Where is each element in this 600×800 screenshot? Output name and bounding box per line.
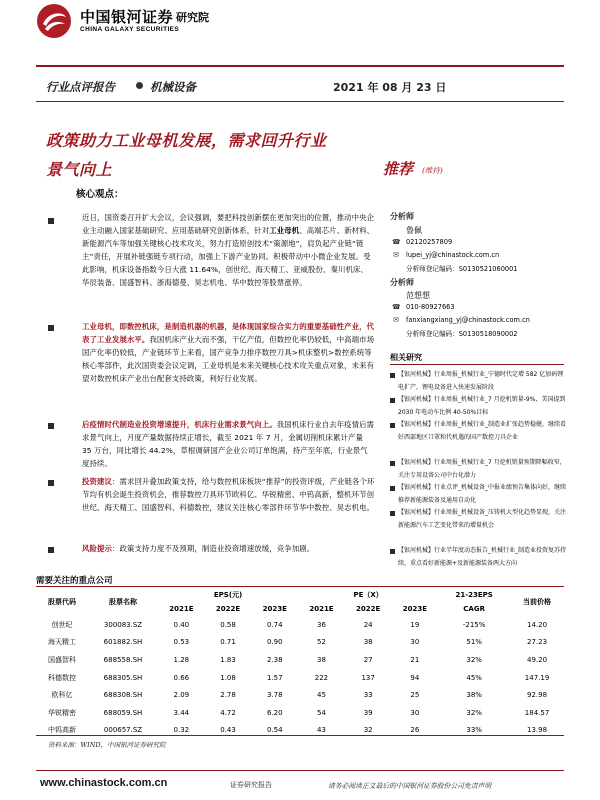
cell-stock-name: 国盛智科	[48, 655, 76, 664]
bullet-icon	[48, 423, 54, 429]
cell-pe-2022: 39	[363, 708, 373, 717]
header-rule-lower	[36, 101, 564, 102]
analyst-name: 鲁佩	[406, 226, 422, 235]
cell-eps-2021: 0.66	[173, 673, 190, 682]
col-header-cagr-top: 21-23EPS	[455, 591, 493, 599]
cell-eps-2022: 0.43	[220, 726, 236, 735]
cell-pe-2022: 38	[363, 638, 373, 647]
table-row	[36, 704, 564, 722]
company-name-cn: 中国银河证券	[80, 8, 174, 26]
analyst-label: 分析师	[390, 278, 414, 287]
paragraph-1: 近日，国资委召开扩大会议，会议强调，要把科技创新摆在更加突出的位置，推动中央企业主动融入国家基础研究、应用基础研究创新体系，针对工业母机、高端芯片、新材料、新能源汽车等加强关键核心技术攻关，努力打造原创技术“策源地”，肩负起产业链“链主”责任，开展补链强链专项行动，加强上下游产业协同。积极带动中小微企业发展。受此影响，机床设备指数今日大涨 11.64%，创世纪、海天精工、亚威股份、秦川机床、华辰装备、国盛智科、浙海德曼、昊志机电、华中数控等股票涨停。	[82, 213, 375, 287]
cell-pe-2022: 24	[363, 620, 373, 629]
bullet-icon	[390, 398, 395, 403]
table-row	[36, 651, 564, 669]
cell-pe-2021: 54	[317, 708, 326, 717]
cell-pe-2021: 43	[317, 726, 326, 735]
analyst-email: ✉ lupei_yj@chinastock.com.cn	[393, 251, 500, 259]
cell-eps-2021: 0.53	[173, 638, 190, 647]
analyst-phone: ☎ 02120257809	[392, 238, 453, 246]
cell-price: 147.19	[524, 673, 550, 682]
table-bottom-rule	[36, 735, 564, 736]
footer-center-label: 证券研究报告	[230, 781, 272, 789]
table-top-rule	[36, 586, 564, 587]
cell-stock-code: 601882.SH	[103, 638, 143, 647]
cell-stock-name: 欧科亿	[51, 691, 73, 700]
cell-eps-2023: 1.57	[266, 673, 283, 682]
related-item[interactable]: 【银河机械】行业半年度动态报告_机械行业_制造业投资复苏持续，重点看好新能源+及新能源装备两大方向	[398, 547, 567, 567]
cell-pe-2022: 27	[363, 655, 373, 664]
cell-cagr: 32%	[466, 655, 482, 664]
cell-stock-name: 华锐精密	[48, 708, 76, 717]
cell-pe-2023: 19	[410, 620, 420, 629]
cell-cagr: 45%	[466, 673, 482, 682]
cell-pe-2021: 222	[314, 673, 329, 682]
table-row	[36, 616, 564, 634]
analyst-label: 分析师	[390, 212, 414, 221]
cell-stock-code: 000657.SZ	[103, 726, 143, 735]
core-viewpoints-title: 核心观点：	[76, 189, 124, 200]
report-date: 2021 年 08 月 23 日	[333, 81, 447, 94]
cell-eps-2023: 3.78	[266, 691, 283, 700]
cell-pe-2021: 38	[317, 655, 326, 664]
col-header-eps: EPS(元)	[213, 591, 243, 599]
col-header-year: 2023E	[402, 605, 427, 613]
analyst-cert: 分析师登记编码：S0130521060001	[406, 265, 518, 273]
table-row	[36, 722, 564, 740]
table-row	[36, 669, 564, 687]
cell-cagr: 32%	[466, 708, 482, 717]
bullet-icon	[390, 549, 395, 554]
col-header-cagr-sub: CAGR	[463, 605, 485, 613]
cell-price: 49.20	[527, 655, 548, 664]
cell-eps-2021: 3.44	[173, 708, 190, 717]
table-row	[36, 686, 564, 704]
cell-eps-2022: 0.58	[220, 620, 236, 629]
cell-eps-2022: 0.71	[220, 638, 236, 647]
key-companies-title: 需要关注的重点公司	[36, 576, 113, 586]
cell-pe-2023: 30	[410, 708, 420, 717]
analyst-name: 范想想	[406, 291, 430, 300]
cell-pe-2023: 21	[410, 655, 420, 664]
cell-pe-2021: 52	[317, 638, 326, 647]
cell-stock-code: 300083.SZ	[103, 620, 143, 629]
cell-eps-2023: 0.90	[266, 638, 283, 647]
col-header-year: 2022E	[356, 605, 381, 613]
cell-stock-code: 688305.SH	[103, 673, 143, 682]
analyst-phone: ☎ 010-80927663	[392, 303, 455, 311]
related-item[interactable]: 【银河机械】行业周报_机械设备_压铸机大型化趋势显现，关注新能源汽车工艺变化带来的增量机会	[398, 509, 567, 529]
cell-price: 92.98	[527, 691, 548, 700]
cell-cagr: 38%	[466, 691, 482, 700]
related-research-title: 相关研究	[390, 353, 422, 362]
bullet-icon	[390, 423, 395, 428]
bullet-icon	[48, 547, 54, 553]
industry-label: 机械设备	[150, 80, 196, 94]
galaxy-logo-icon	[36, 3, 72, 39]
cell-cagr: 33%	[466, 726, 482, 735]
cell-pe-2021: 36	[317, 620, 326, 629]
cell-eps-2021: 1.28	[173, 655, 190, 664]
table-row	[36, 634, 564, 652]
col-header-pe: PE（X）	[353, 591, 383, 599]
bullet-icon	[48, 480, 54, 486]
analyst-cert: 分析师登记编码：S0130518090002	[406, 330, 518, 338]
cell-stock-code: 688558.SH	[103, 655, 143, 664]
email-icon: ✉	[393, 316, 399, 324]
paragraph-3: 后疫情时代制造业投资增速提升，机床行业需求景气向上。我国机床行业自去年疫情后需求景气向上，月度产量数据持续正增长，截至 2021 年 7 月，金属切削机床累计产量 35 万台，同比增长 44.2%，草根调研国产企业公司订单饱满，持产至年底，行业景气度持续。	[82, 420, 375, 468]
cell-stock-name: 科德数控	[48, 673, 76, 682]
cell-eps-2022: 1.08	[220, 673, 236, 682]
cell-pe-2023: 30	[410, 638, 420, 647]
report-type: 行业点评报告	[46, 80, 115, 94]
report-title-line2: 景气向上	[46, 160, 113, 179]
cell-price: 27.23	[527, 638, 548, 647]
col-header-name: 股票名称	[109, 598, 137, 606]
data-source: 资料来源：WIND，中国银河证券研究院	[48, 741, 166, 749]
institute-label: 研究院	[176, 11, 209, 24]
col-header-year: 2022E	[215, 605, 241, 613]
related-item[interactable]: 【银河机械】行业周报_机械行业_7 月挖机销量-9%，美国提到 2030 年电动车比例 40-50%目标	[398, 396, 566, 416]
cell-eps-2021: 0.32	[173, 726, 190, 735]
cell-price: 14.20	[527, 620, 548, 629]
rating-label: 推荐	[383, 160, 414, 178]
col-header-code: 股票代码	[48, 598, 76, 606]
related-item[interactable]: 【银河机械】行业点评_机械设备_中报业绩预告集体向好，继续推荐新能源装备及通用自动化	[398, 484, 567, 504]
cell-eps-2021: 2.09	[173, 691, 190, 700]
related-item[interactable]: 【银河机械】行业周报_机械行业_制造业扩张趋势稳健，继续看好西部地区口罩和代机遇的国产数控刀具企业	[398, 421, 567, 441]
paragraph-4: 投资建议：需求回升叠加政策支持，给与数控机床板块“推荐”的投资评级，产业链各个环节均有机会诞生投资机会，推荐数控刀具环节欧科亿、华锐精密、中钨高新，整机环节创世纪、海天精工、国盛智科、科德数控，建议关注核心零部件环节华中数控、昊志机电。	[82, 477, 375, 512]
cell-cagr: 51%	[466, 638, 482, 647]
cell-stock-name: 中钨高新	[48, 726, 76, 735]
cell-pe-2023: 94	[410, 673, 420, 682]
footer-rule	[36, 770, 564, 771]
phone-icon: ☎	[392, 303, 401, 311]
cell-eps-2022: 2.78	[220, 691, 236, 700]
separator-dot-icon	[136, 82, 143, 89]
cell-price: 13.98	[527, 726, 548, 735]
related-rule	[390, 364, 564, 365]
footer-disclaimer: 请务必阅读正文最后的中国银河证券股份公司免责声明	[328, 782, 492, 790]
phone-icon: ☎	[392, 238, 401, 246]
cell-stock-name: 海天精工	[48, 638, 76, 647]
cell-stock-code: 688059.SH	[103, 708, 143, 717]
cell-pe-2021: 45	[317, 691, 326, 700]
bullet-icon	[390, 461, 395, 466]
related-item[interactable]: 【银河机械】行业周报_机械行业_宁德时代定增 582 亿加码锂电扩产，锂电设备进入快速发展阶段	[398, 371, 564, 391]
cell-stock-code: 688308.SH	[103, 691, 143, 700]
cell-pe-2022: 137	[361, 673, 375, 682]
cell-pe-2023: 26	[410, 726, 420, 735]
paragraph-5: 风险提示：政策支持力度不及预期，制造业投资增速放缓，竞争加剧。	[82, 544, 315, 553]
col-header-year: 2021E	[169, 605, 194, 613]
col-header-year: 2021E	[309, 605, 334, 613]
cell-eps-2022: 4.72	[220, 708, 236, 717]
cell-cagr: -215%	[462, 620, 486, 629]
cell-eps-2021: 0.40	[173, 620, 190, 629]
cell-pe-2023: 25	[410, 691, 420, 700]
paragraph-2: 工业母机，即数控机床，是制造机器的机器，是体现国家综合实力的重要基础性产业，代表了工业发展水平。我国机床产业大而不强，干亿产值，但数控化率仍较低，中高端市场国产化率仍较低，产业链环节上来看，国产竞争力排序数控刀具>机床整机>数控系统等核心零部件，此次国资委会议定调，工业母机是未来关键核心技术攻关重点对象，未来有望对数控机床产业出台配套支持政策，利好行业发展。	[82, 322, 375, 383]
bullet-icon	[390, 373, 395, 378]
cell-price: 184.57	[524, 708, 550, 717]
key-companies-table	[36, 588, 564, 739]
cell-pe-2022: 33	[363, 691, 373, 700]
col-header-price: 当前价格	[523, 598, 552, 606]
cell-stock-name: 创世纪	[51, 620, 73, 629]
related-item[interactable]: 【银河机械】行业周报_机械行业_7 月挖机销量预期降幅收窄，关注专用设备公司中台化潜力	[398, 459, 566, 479]
email-icon: ✉	[393, 251, 399, 259]
footer-url-link[interactable]: www.chinastock.com.cn	[40, 777, 168, 789]
header-rule	[36, 65, 564, 67]
cell-eps-2022: 1.83	[220, 655, 236, 664]
cell-eps-2023: 0.54	[266, 726, 283, 735]
bullet-icon	[390, 486, 395, 491]
bullet-icon	[48, 325, 54, 331]
rating-note: (维持)	[422, 166, 443, 175]
cell-pe-2022: 32	[363, 726, 373, 735]
cell-eps-2023: 6.20	[266, 708, 283, 717]
cell-eps-2023: 2.38	[266, 655, 283, 664]
col-header-year: 2023E	[262, 605, 287, 613]
report-title-line1: 政策助力工业母机发展，需求回升行业	[46, 131, 327, 150]
analyst-email: ✉ fanxiangxiang_yj@chinastock.com.cn	[393, 316, 530, 324]
cell-eps-2023: 0.74	[266, 620, 283, 629]
bullet-icon	[390, 511, 395, 516]
bullet-icon	[48, 218, 54, 224]
company-name-en: CHINA GALAXY SECURITIES	[80, 26, 180, 33]
